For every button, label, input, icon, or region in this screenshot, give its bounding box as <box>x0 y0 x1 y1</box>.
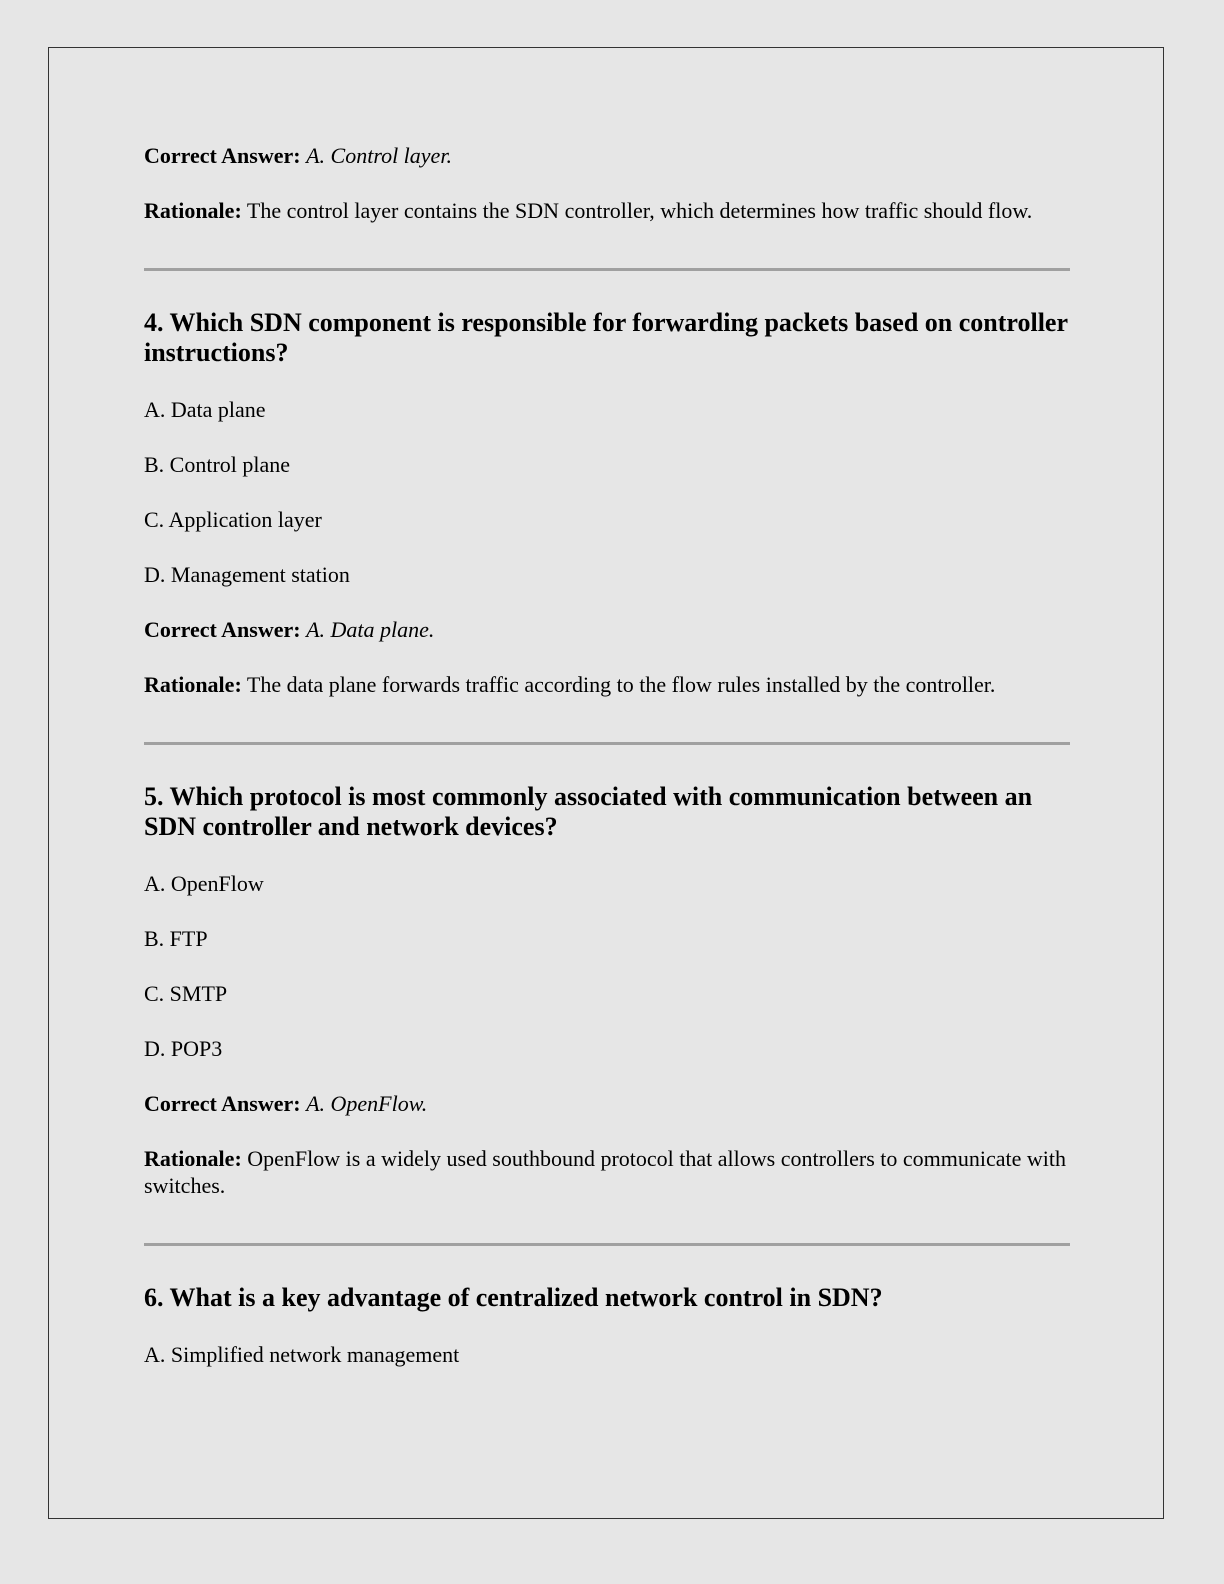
rationale-label: Rationale: <box>144 672 242 697</box>
section-divider <box>144 268 1070 271</box>
question-title: 5. Which protocol is most commonly associated with communication between an SDN controller and network devices? <box>144 782 1033 841</box>
rationale-label: Rationale: <box>144 198 242 223</box>
option-d: D. Management station <box>144 562 350 587</box>
correct-answer-label: Correct Answer: <box>144 143 301 168</box>
rationale-text: The control layer contains the SDN controller, which determines how traffic should flow. <box>246 198 1033 223</box>
section-divider <box>144 742 1070 745</box>
rationale-text: OpenFlow is a widely used southbound protocol that allows controllers to communicate with switches. <box>144 1146 1067 1198</box>
rationale-text: The data plane forwards traffic according to the flow rules installed by the controller. <box>246 672 996 697</box>
correct-answer <box>144 1090 1070 1117</box>
question-title: 4. Which SDN component is responsible for forwarding packets based on controller instructions? <box>144 308 1068 367</box>
correct-answer-value: A. Control layer. <box>306 143 452 168</box>
correct-answer <box>144 616 1070 643</box>
correct-answer-value: A. Data plane. <box>306 617 435 642</box>
correct-answer-label: Correct Answer: <box>144 1091 301 1116</box>
page-content <box>144 142 1070 1396</box>
rationale-label: Rationale: <box>144 1146 242 1171</box>
rationale <box>144 671 1070 698</box>
option-a: A. Data plane <box>144 397 266 422</box>
option-a: A. OpenFlow <box>144 871 264 896</box>
option-b: B. Control plane <box>144 452 291 477</box>
document-page <box>48 47 1164 1519</box>
question-title: 6. What is a key advantage of centralized network control in SDN? <box>144 1283 883 1312</box>
option-c: C. SMTP <box>144 981 228 1006</box>
option-a: A. Simplified network management <box>144 1342 460 1367</box>
option-d: D. POP3 <box>144 1036 223 1061</box>
rationale <box>144 1145 1070 1199</box>
rationale <box>144 197 1070 224</box>
option-c: C. Application layer <box>144 507 322 532</box>
correct-answer-value: A. OpenFlow. <box>306 1091 428 1116</box>
option-b: B. FTP <box>144 926 208 951</box>
section-divider <box>144 1243 1070 1246</box>
correct-answer <box>144 142 1070 169</box>
correct-answer-label: Correct Answer: <box>144 617 301 642</box>
